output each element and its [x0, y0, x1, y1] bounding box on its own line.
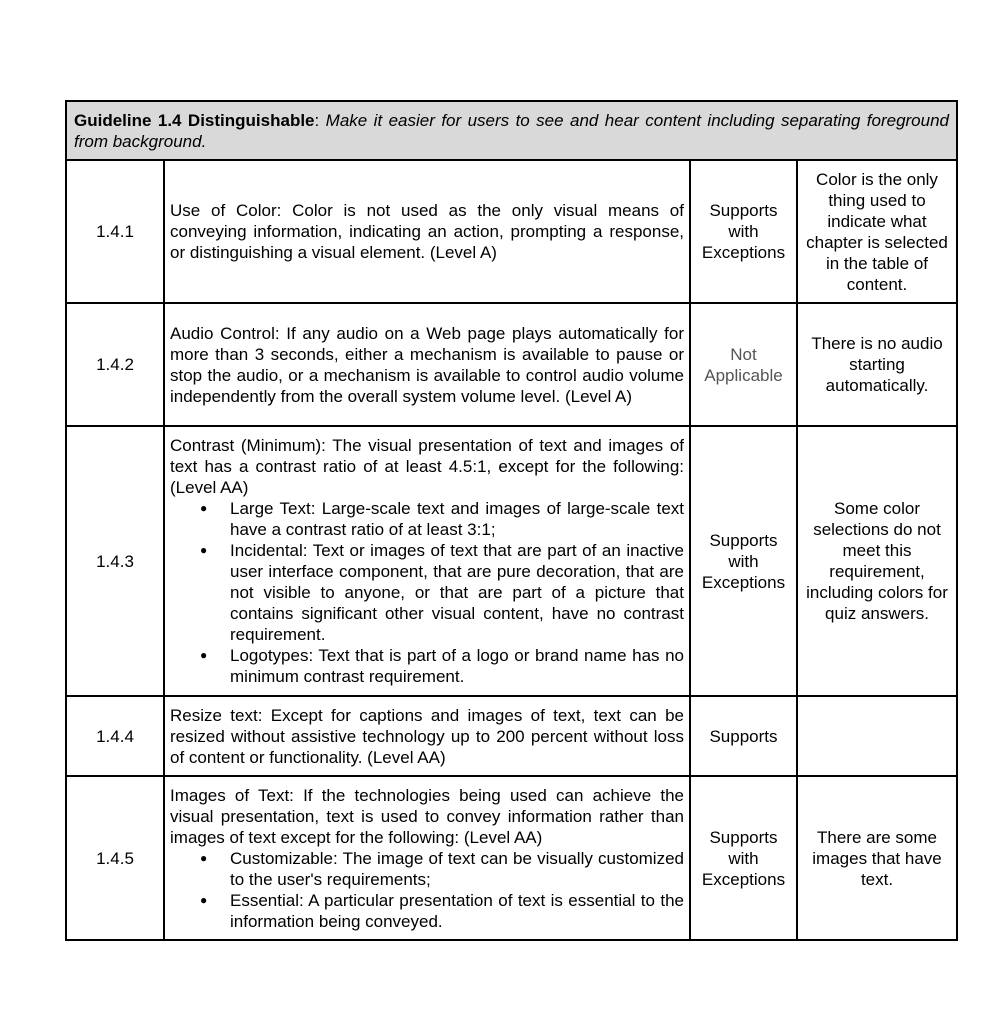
table-row	[66, 696, 957, 776]
remarks: There is no audio starting automatically.	[797, 303, 957, 426]
guideline-description: Make it easier for users to see and hear content including separating foreground from background.	[74, 111, 950, 151]
criterion-description	[164, 303, 690, 426]
criterion-id: 1.4.1	[66, 160, 164, 303]
exception-item: ● Essential: A particular presentation of text is essential to the information being conveyed.	[230, 890, 684, 932]
remarks: There are some images that have text.	[797, 776, 957, 940]
exception-list	[170, 848, 684, 932]
table-row	[66, 160, 957, 303]
criterion-id: 1.4.3	[66, 426, 164, 696]
remarks	[797, 696, 957, 776]
criterion-text: Audio Control: If any audio on a Web page plays automatically for more than 3 seconds, either a mechanism is available to pause or stop the audio, or a mechanism is available to control audio volume independently from the overall system volume level. (Level A)	[170, 323, 684, 406]
guideline-header-row	[66, 101, 957, 160]
criterion-description	[164, 426, 690, 696]
guideline-header	[66, 101, 957, 160]
criterion-text: Images of Text: If the technologies being used can achieve the visual presentation, text is used to convey information rather than images of text except for the following: (Level AA)	[170, 785, 684, 847]
guideline-separator: :	[314, 111, 326, 130]
criterion-id: 1.4.4	[66, 696, 164, 776]
exception-item: ● Large Text: Large-scale text and images of large-scale text have a contrast ratio of at least 3:1;	[230, 498, 684, 540]
criterion-text: Use of Color: Color is not used as the only visual means of conveying information, indicating an action, prompting a response, or distinguishing a visual element. (Level A)	[170, 201, 684, 262]
exception-item: ● Customizable: The image of text can be visually customized to the user's requirements;	[230, 848, 684, 890]
conformance-level: Not Applicable	[690, 303, 797, 426]
conformance-level: Supports	[690, 696, 797, 776]
table-row	[66, 426, 957, 696]
guideline-title: Guideline 1.4 Distinguishable	[74, 111, 315, 130]
criterion-id: 1.4.5	[66, 776, 164, 940]
criterion-text: Resize text: Except for captions and images of text, text can be resized without assistive technology up to 200 percent without loss of content or functionality. (Level AA)	[170, 705, 684, 767]
table-row	[66, 303, 957, 426]
criterion-id: 1.4.2	[66, 303, 164, 426]
criterion-description	[164, 160, 690, 303]
exception-item: ● Logotypes: Text that is part of a logo or brand name has no minimum contrast requirement.	[230, 645, 684, 687]
remarks: Some color selections do not meet this requirement, including colors for quiz answers.	[797, 426, 957, 696]
conformance-level: Supports with Exceptions	[690, 776, 797, 940]
remarks: Color is the only thing used to indicate what chapter is selected in the table of content.	[797, 160, 957, 303]
conformance-level: Supports with Exceptions	[690, 426, 797, 696]
guideline-table	[65, 100, 958, 941]
criterion-text: Contrast (Minimum): The visual presentation of text and images of text has a contrast ratio of at least 4.5:1, except for the following: (Level AA)	[170, 436, 684, 497]
criterion-description	[164, 696, 690, 776]
criterion-description	[164, 776, 690, 940]
conformance-level: Supports with Exceptions	[690, 160, 797, 303]
exception-item: ● Incidental: Text or images of text that are part of an inactive user interface component, that are pure decoration, that are not visible to anyone, or that are part of a picture that contains significant other visual content, have no contrast requirement.	[230, 540, 684, 645]
exception-list	[170, 498, 684, 687]
table-row	[66, 776, 957, 940]
